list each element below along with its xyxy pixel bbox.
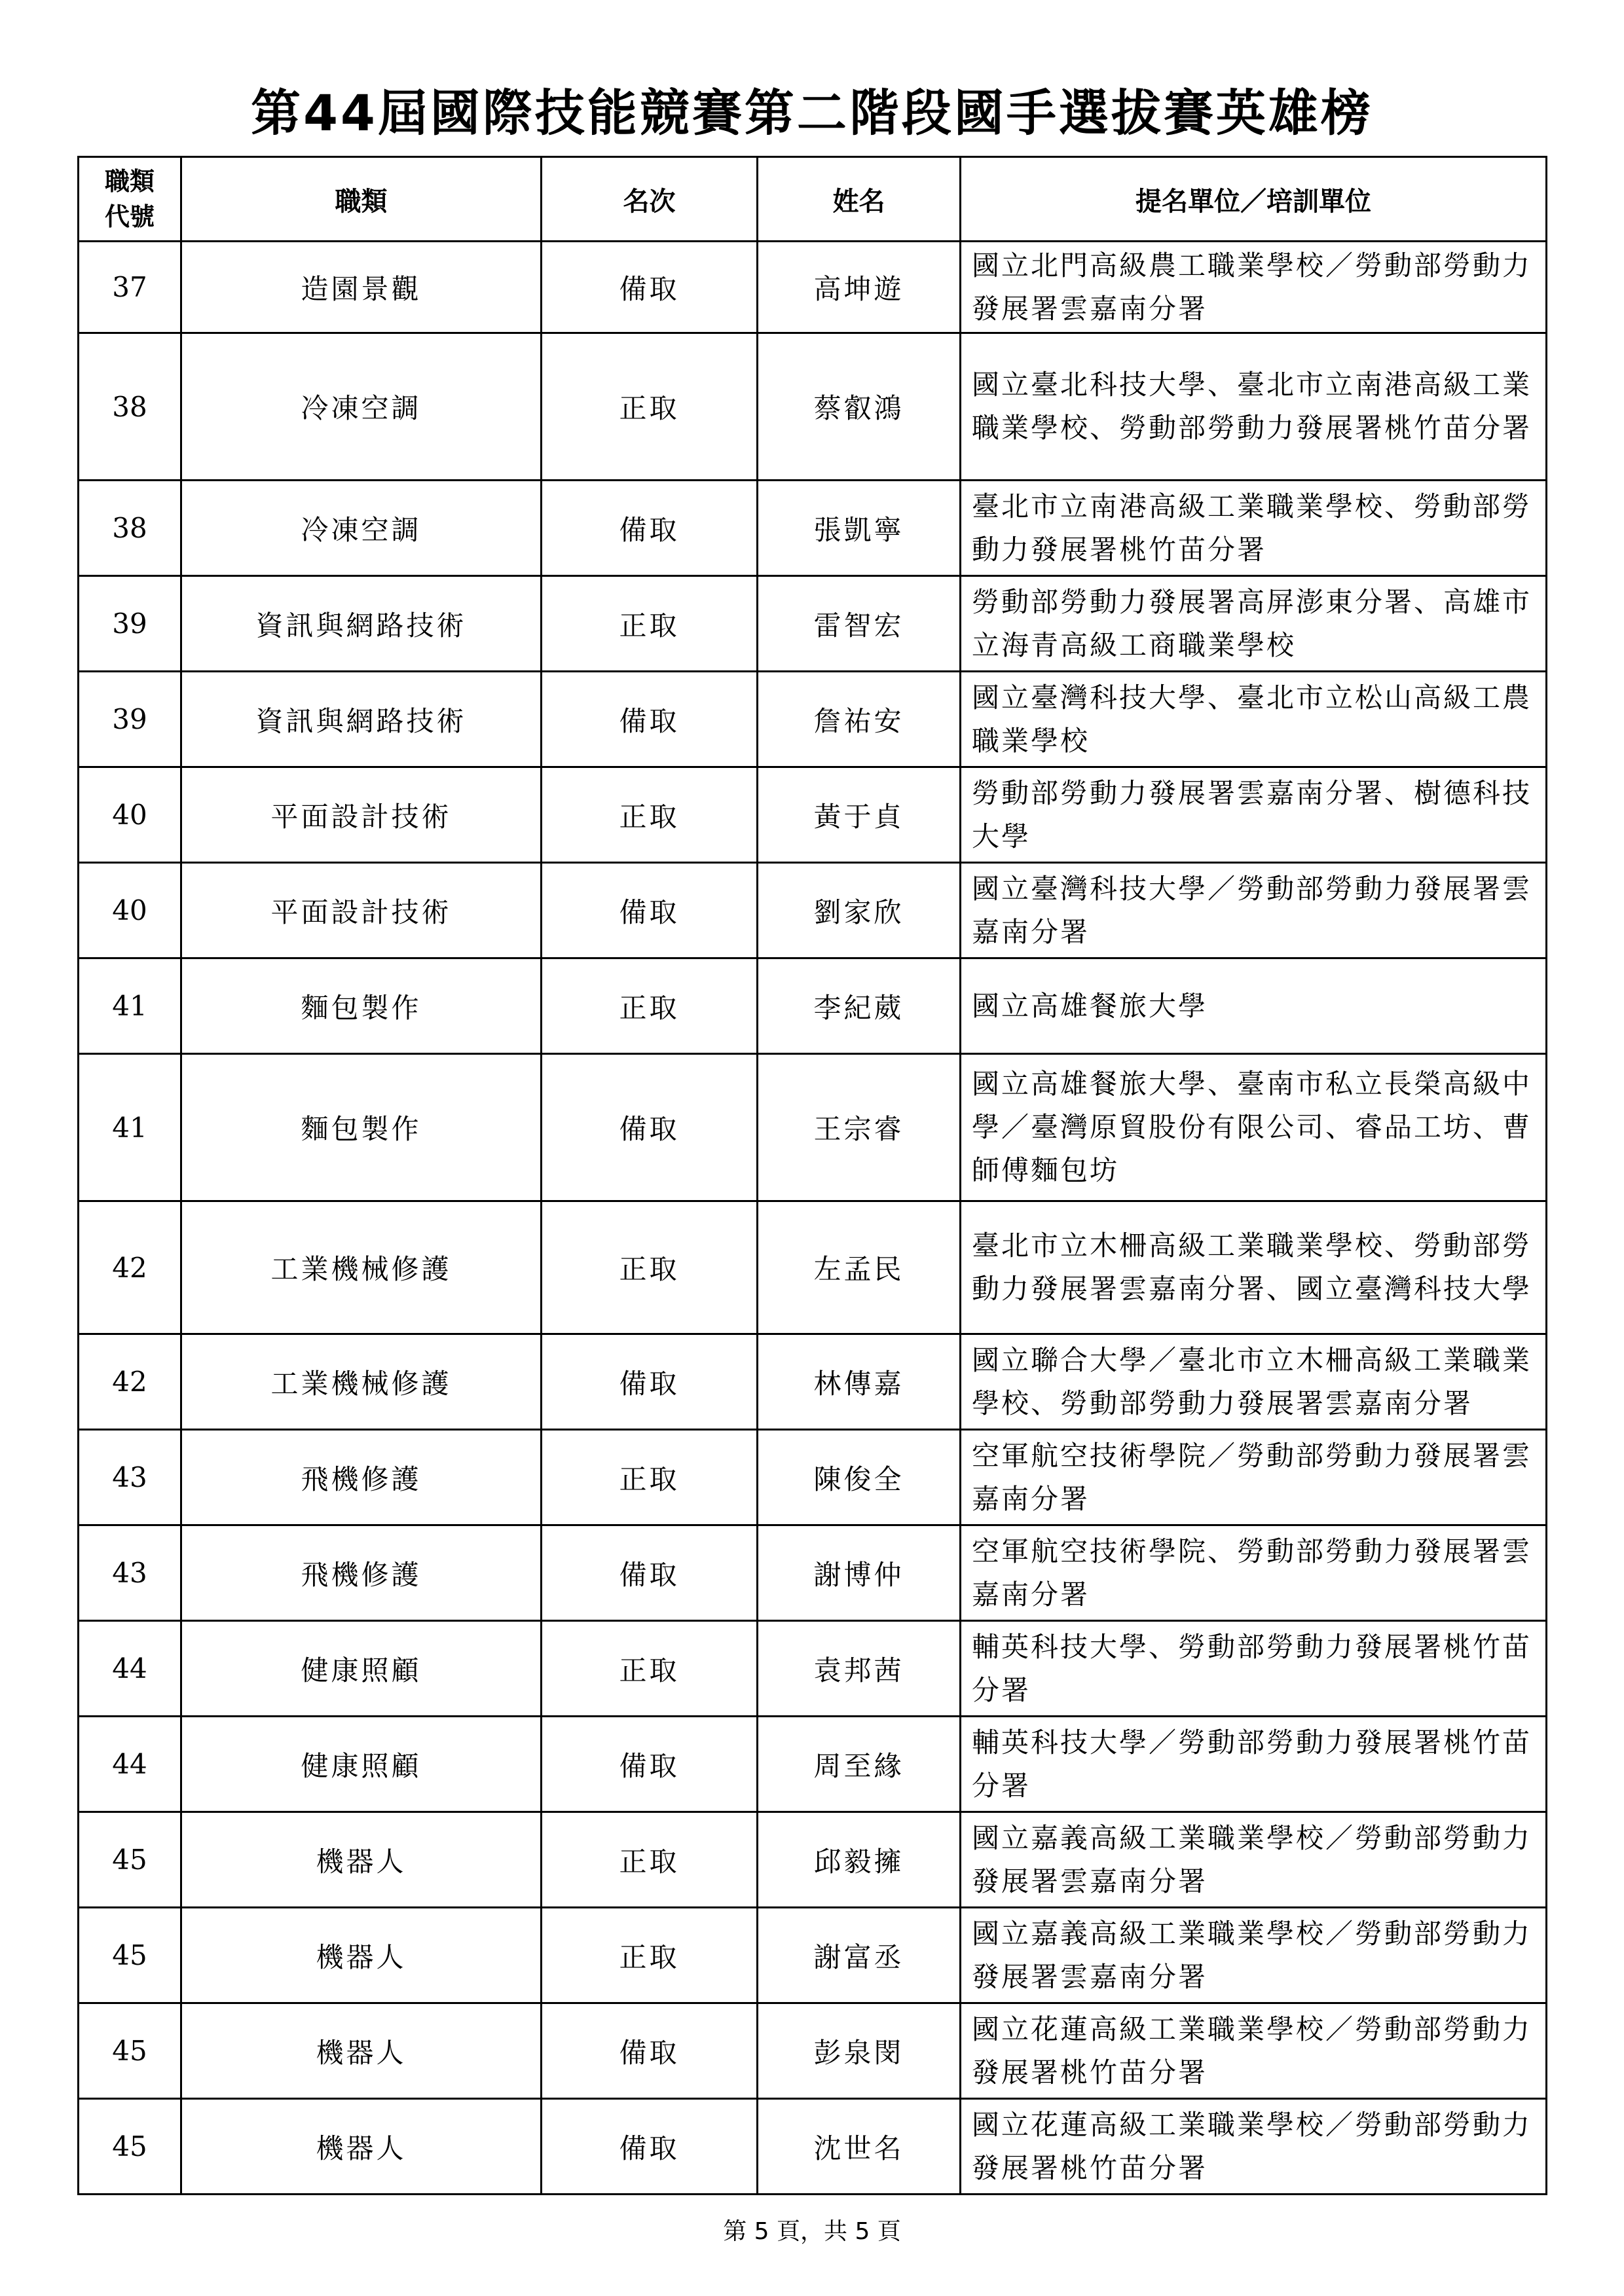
cell-org: 國立臺北科技大學、臺北市立南港高級工業職業學校、勞動部勞動力發展署桃竹苗分署 <box>961 333 1547 481</box>
table-row <box>79 2003 1547 2099</box>
cell-code: 45 <box>79 1812 181 1908</box>
cell-code: 45 <box>79 2003 181 2099</box>
cell-category: 飛機修護 <box>181 1430 542 1525</box>
table-row <box>79 863 1547 958</box>
cell-code: 38 <box>79 333 181 481</box>
cell-code: 38 <box>79 481 181 576</box>
cell-name: 沈世名 <box>758 2099 961 2195</box>
cell-category: 平面設計技術 <box>181 863 542 958</box>
cell-name: 劉家欣 <box>758 863 961 958</box>
cell-code: 40 <box>79 863 181 958</box>
cell-category: 工業機械修護 <box>181 1201 542 1334</box>
cell-rank: 備取 <box>542 1334 758 1430</box>
cell-code: 43 <box>79 1525 181 1621</box>
cell-category: 機器人 <box>181 2099 542 2195</box>
cell-rank: 正取 <box>542 958 758 1054</box>
cell-org: 國立臺灣科技大學／勞動部勞動力發展署雲嘉南分署 <box>961 863 1547 958</box>
table-row <box>79 1054 1547 1201</box>
cell-name: 詹祐安 <box>758 672 961 767</box>
cell-rank: 備取 <box>542 672 758 767</box>
cell-code: 39 <box>79 672 181 767</box>
table-row <box>79 1430 1547 1525</box>
table-row <box>79 1812 1547 1908</box>
cell-category: 機器人 <box>181 1812 542 1908</box>
cell-org: 臺北市立木柵高級工業職業學校、勞動部勞動力發展署雲嘉南分署、國立臺灣科技大學 <box>961 1201 1547 1334</box>
cell-code: 44 <box>79 1717 181 1812</box>
table-row <box>79 1717 1547 1812</box>
cell-rank: 備取 <box>542 2003 758 2099</box>
cell-org: 國立花蓮高級工業職業學校／勞動部勞動力發展署桃竹苗分署 <box>961 2099 1547 2195</box>
cell-org: 空軍航空技術學院、勞動部勞動力發展署雲嘉南分署 <box>961 1525 1547 1621</box>
cell-code: 45 <box>79 1908 181 2003</box>
cell-category: 資訊與網路技術 <box>181 576 542 672</box>
cell-name: 袁邦茜 <box>758 1621 961 1717</box>
table-row <box>79 1201 1547 1334</box>
cell-code: 39 <box>79 576 181 672</box>
cell-org: 國立高雄餐旅大學、臺南市私立長榮高級中學／臺灣原貿股份有限公司、睿品工坊、曹師傅麵包坊 <box>961 1054 1547 1201</box>
table-row <box>79 1525 1547 1621</box>
table-row <box>79 672 1547 767</box>
cell-org: 國立聯合大學／臺北市立木柵高級工業職業學校、勞動部勞動力發展署雲嘉南分署 <box>961 1334 1547 1430</box>
cell-category: 機器人 <box>181 2003 542 2099</box>
cell-rank: 正取 <box>542 1908 758 2003</box>
cell-code: 41 <box>79 1054 181 1201</box>
header-category: 職類 <box>181 157 542 242</box>
cell-name: 邱毅擁 <box>758 1812 961 1908</box>
cell-org: 勞動部勞動力發展署雲嘉南分署、樹德科技大學 <box>961 767 1547 863</box>
page-title: 第44屆國際技能競賽第二階段國手選拔賽英雄榜 <box>251 84 1373 142</box>
cell-code: 42 <box>79 1201 181 1334</box>
cell-name: 蔡叡鴻 <box>758 333 961 481</box>
cell-org: 輔英科技大學、勞動部勞動力發展署桃竹苗分署 <box>961 1621 1547 1717</box>
table-row <box>79 481 1547 576</box>
cell-rank: 備取 <box>542 1525 758 1621</box>
cell-category: 冷凍空調 <box>181 333 542 481</box>
cell-org: 臺北市立南港高級工業職業學校、勞動部勞動力發展署桃竹苗分署 <box>961 481 1547 576</box>
cell-code: 37 <box>79 242 181 333</box>
cell-org: 國立高雄餐旅大學 <box>961 958 1547 1054</box>
table-row <box>79 1621 1547 1717</box>
header-org: 提名單位／培訓單位 <box>961 157 1547 242</box>
header-code <box>79 157 181 242</box>
cell-category: 資訊與網路技術 <box>181 672 542 767</box>
cell-rank: 正取 <box>542 1812 758 1908</box>
table-row <box>79 242 1547 333</box>
table-row <box>79 1334 1547 1430</box>
cell-category: 工業機械修護 <box>181 1334 542 1430</box>
cell-org: 國立臺灣科技大學、臺北市立松山高級工農職業學校 <box>961 672 1547 767</box>
cell-rank: 正取 <box>542 1621 758 1717</box>
cell-name: 陳俊全 <box>758 1430 961 1525</box>
cell-name: 雷智宏 <box>758 576 961 672</box>
cell-rank: 備取 <box>542 863 758 958</box>
cell-rank: 正取 <box>542 1430 758 1525</box>
table-row <box>79 767 1547 863</box>
cell-name: 謝富丞 <box>758 1908 961 2003</box>
cell-name: 李紀葳 <box>758 958 961 1054</box>
header-code-line1: 職類 <box>104 167 155 196</box>
cell-name: 彭泉閔 <box>758 2003 961 2099</box>
cell-org: 輔英科技大學／勞動部勞動力發展署桃竹苗分署 <box>961 1717 1547 1812</box>
cell-rank: 正取 <box>542 1201 758 1334</box>
cell-rank: 備取 <box>542 242 758 333</box>
cell-rank: 備取 <box>542 1054 758 1201</box>
page-footer: 第 5 頁，共 5 頁 <box>723 2218 901 2245</box>
cell-name: 王宗睿 <box>758 1054 961 1201</box>
cell-code: 40 <box>79 767 181 863</box>
cell-category: 麵包製作 <box>181 958 542 1054</box>
table-row <box>79 1908 1547 2003</box>
cell-code: 45 <box>79 2099 181 2195</box>
cell-category: 健康照顧 <box>181 1717 542 1812</box>
header-rank: 名次 <box>542 157 758 242</box>
cell-code: 41 <box>79 958 181 1054</box>
cell-org: 國立北門高級農工職業學校／勞動部勞動力發展署雲嘉南分署 <box>961 242 1547 333</box>
cell-name: 高坤遊 <box>758 242 961 333</box>
cell-category: 平面設計技術 <box>181 767 542 863</box>
table-row <box>79 333 1547 481</box>
table-header-row <box>79 157 1547 242</box>
cell-name: 謝博仲 <box>758 1525 961 1621</box>
cell-code: 44 <box>79 1621 181 1717</box>
cell-name: 林傳嘉 <box>758 1334 961 1430</box>
cell-name: 張凱寧 <box>758 481 961 576</box>
header-code-line2: 代號 <box>104 202 155 231</box>
cell-rank: 正取 <box>542 767 758 863</box>
cell-rank: 正取 <box>542 333 758 481</box>
cell-rank: 備取 <box>542 1717 758 1812</box>
cell-rank: 備取 <box>542 2099 758 2195</box>
cell-category: 麵包製作 <box>181 1054 542 1201</box>
cell-org: 國立花蓮高級工業職業學校／勞動部勞動力發展署桃竹苗分署 <box>961 2003 1547 2099</box>
cell-org: 國立嘉義高級工業職業學校／勞動部勞動力發展署雲嘉南分署 <box>961 1812 1547 1908</box>
cell-org: 空軍航空技術學院／勞動部勞動力發展署雲嘉南分署 <box>961 1430 1547 1525</box>
cell-category: 冷凍空調 <box>181 481 542 576</box>
table-row <box>79 958 1547 1054</box>
table-row <box>79 576 1547 672</box>
cell-org: 勞動部勞動力發展署高屏澎東分署、高雄市立海青高級工商職業學校 <box>961 576 1547 672</box>
cell-name: 周至緣 <box>758 1717 961 1812</box>
honor-roll-table <box>77 156 1547 2195</box>
cell-rank: 備取 <box>542 481 758 576</box>
cell-category: 造園景觀 <box>181 242 542 333</box>
table-row <box>79 2099 1547 2195</box>
cell-org: 國立嘉義高級工業職業學校／勞動部勞動力發展署雲嘉南分署 <box>961 1908 1547 2003</box>
cell-rank: 正取 <box>542 576 758 672</box>
cell-category: 飛機修護 <box>181 1525 542 1621</box>
cell-name: 黃于貞 <box>758 767 961 863</box>
cell-category: 健康照顧 <box>181 1621 542 1717</box>
cell-category: 機器人 <box>181 1908 542 2003</box>
cell-code: 43 <box>79 1430 181 1525</box>
header-name: 姓名 <box>758 157 961 242</box>
cell-code: 42 <box>79 1334 181 1430</box>
cell-name: 左孟民 <box>758 1201 961 1334</box>
